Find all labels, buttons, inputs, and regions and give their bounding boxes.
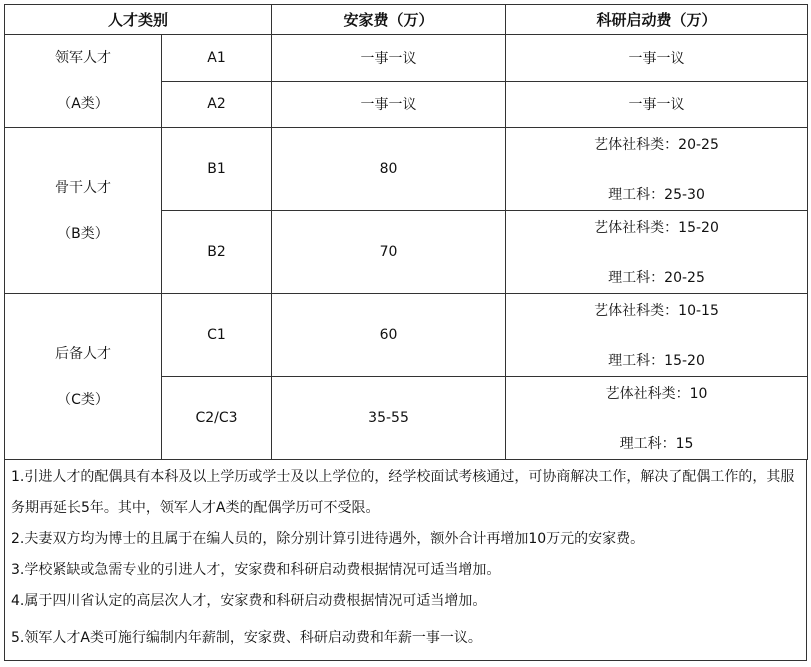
research-sci: 理工科：25-30 (608, 187, 705, 203)
research-arts: 艺体社科类：10-15 (594, 303, 719, 319)
housing-cell: 35-55 (272, 377, 506, 460)
research-sci: 理工科：15-20 (608, 353, 705, 369)
category-name: 骨干人才 (55, 179, 111, 196)
header-research: 科研启动费（万） (506, 5, 808, 35)
level-cell: B2 (162, 211, 272, 294)
level-cell: B1 (162, 128, 272, 211)
housing-cell: 一事一议 (272, 81, 506, 128)
category-cell-b (5, 128, 162, 294)
research-arts: 艺体社科类：15-20 (594, 220, 719, 236)
research-sci: 理工科：20-25 (608, 270, 705, 286)
research-cell (506, 294, 808, 377)
research-cell (506, 211, 808, 294)
housing-cell: 60 (272, 294, 506, 377)
research-cell: 一事一议 (506, 81, 808, 128)
category-name: 领军人才 (55, 50, 111, 66)
research-cell: 一事一议 (506, 35, 808, 82)
note-item: 1.引进人才的配偶具有本科及以上学历或学士及以上学位的，经学校面试考核通过，可协商解决工作，解决了配偶工作的，其服务期再延长5年。其中，领军人才A类的配偶学历可不受限。 (11, 469, 795, 516)
category-class: （B类） (57, 225, 109, 242)
level-cell: A1 (162, 35, 272, 82)
note-item: 2.夫妻双方均为博士的且属于在编人员的，除分别计算引进待遇外，额外合计再增加10万元的安家费。 (11, 531, 645, 547)
category-cell-a (5, 35, 162, 128)
housing-cell: 一事一议 (272, 35, 506, 82)
policy-document (4, 4, 807, 661)
table-header-row (5, 5, 808, 35)
category-name: 后备人才 (55, 345, 111, 362)
note-item: 5.领军人才A类可施行编制内年薪制，安家费、科研启动费和年薪一事一议。 (11, 630, 482, 646)
note-item: 3.学校紧缺或急需专业的引进人才，安家费和科研启动费根据情况可适当增加。 (11, 562, 501, 578)
category-class: （C类） (57, 391, 109, 408)
level-cell: C1 (162, 294, 272, 377)
category-class: （A类） (57, 96, 109, 112)
category-cell-c (5, 294, 162, 460)
table-row (5, 128, 808, 211)
note-item: 4.属于四川省认定的高层次人才，安家费和科研启动费根据情况可适当增加。 (11, 593, 487, 609)
level-cell: A2 (162, 81, 272, 128)
table-row (5, 35, 808, 82)
header-category: 人才类别 (5, 5, 272, 35)
talent-table (4, 4, 808, 460)
header-housing: 安家费（万） (272, 5, 506, 35)
notes-section (4, 460, 807, 661)
research-cell (506, 128, 808, 211)
table-row (5, 294, 808, 377)
research-sci: 理工科：15 (619, 436, 694, 452)
housing-cell: 80 (272, 128, 506, 211)
level-cell: C2/C3 (162, 377, 272, 460)
housing-cell: 70 (272, 211, 506, 294)
research-arts: 艺体社科类：10 (605, 386, 708, 402)
research-cell (506, 377, 808, 460)
research-arts: 艺体社科类：20-25 (594, 137, 719, 153)
